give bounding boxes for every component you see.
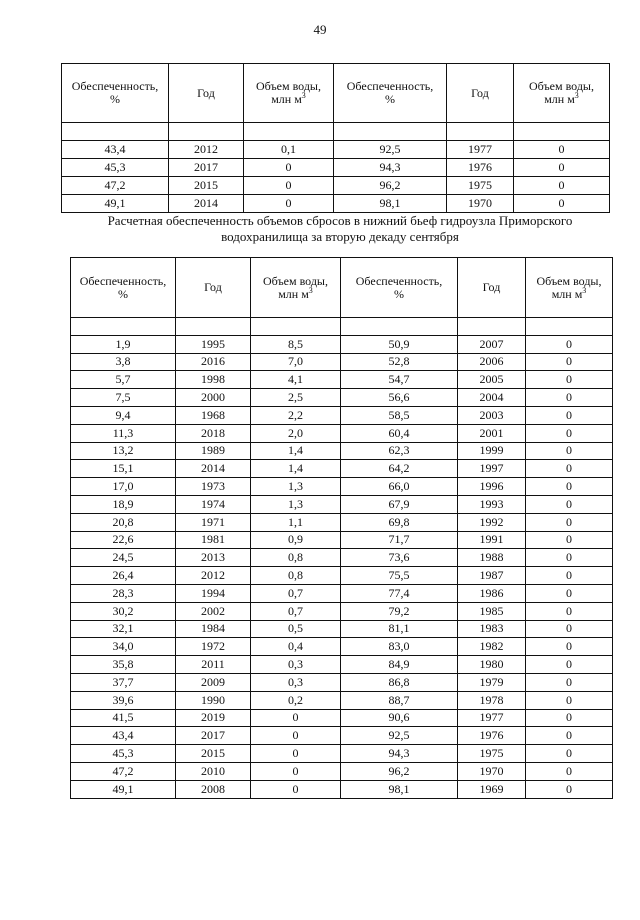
table-cell: 1994 — [176, 584, 251, 602]
table-cell: 0 — [526, 424, 613, 442]
table-cell: 92,5 — [334, 141, 447, 159]
table-cell: 0,4 — [251, 638, 341, 656]
table-cell: 0 — [514, 141, 610, 159]
table-cell: 1971 — [176, 513, 251, 531]
table-cell: 0 — [244, 159, 334, 177]
table-cell: 0 — [526, 584, 613, 602]
table-cell: 41,5 — [71, 709, 176, 727]
table-cell: 84,9 — [341, 656, 458, 674]
table-cell: 60,4 — [341, 424, 458, 442]
table-cell: 69,8 — [341, 513, 458, 531]
col-header-probability: Обеспеченность, % — [71, 258, 176, 318]
col-header-year: Год — [176, 258, 251, 318]
table-cell: 2008 — [176, 780, 251, 798]
table-cell: 2006 — [458, 353, 526, 371]
page-number: 49 — [313, 22, 327, 37]
table-cell: 0 — [526, 638, 613, 656]
table-cell: 1,3 — [251, 495, 341, 513]
table-cell: 26,4 — [71, 567, 176, 585]
header-separator — [62, 123, 610, 141]
table-cell: 5,7 — [71, 371, 176, 389]
header-separator — [71, 318, 613, 336]
table-cell: 49,1 — [71, 780, 176, 798]
table-cell: 1972 — [176, 638, 251, 656]
table-row — [62, 141, 610, 159]
table-cell: 24,5 — [71, 549, 176, 567]
table-row — [71, 567, 613, 585]
table-cell: 1982 — [458, 638, 526, 656]
table-cell: 0 — [526, 353, 613, 371]
table-cell: 37,7 — [71, 673, 176, 691]
table-cell: 73,6 — [341, 549, 458, 567]
table-cell: 0 — [251, 780, 341, 798]
table-cell: 0,9 — [251, 531, 341, 549]
table-cell: 0 — [526, 780, 613, 798]
table-row — [71, 371, 613, 389]
table-row — [71, 638, 613, 656]
table-cell: 35,8 — [71, 656, 176, 674]
table-cell: 2,2 — [251, 406, 341, 424]
table-cell: 1993 — [458, 495, 526, 513]
table-cell: 2013 — [176, 549, 251, 567]
table-cell: 1992 — [458, 513, 526, 531]
table-cell: 1977 — [447, 141, 514, 159]
table-cell: 0,1 — [244, 141, 334, 159]
table-cell: 30,2 — [71, 602, 176, 620]
table-cell: 1983 — [458, 620, 526, 638]
table-cell: 1,9 — [71, 335, 176, 353]
table-cell: 1970 — [447, 195, 514, 213]
table-cell: 0 — [526, 602, 613, 620]
table-cell: 45,3 — [71, 745, 176, 763]
table-row — [71, 478, 613, 496]
table-cell: 1997 — [458, 460, 526, 478]
table-row — [71, 549, 613, 567]
table-cell: 0,3 — [251, 673, 341, 691]
table-cell: 0 — [251, 709, 341, 727]
table-cell: 2017 — [169, 159, 244, 177]
table-row — [71, 584, 613, 602]
table-cell: 43,4 — [62, 141, 169, 159]
table-row — [71, 353, 613, 371]
table-cell: 1985 — [458, 602, 526, 620]
table-cell: 0 — [526, 531, 613, 549]
table-cell: 2016 — [176, 353, 251, 371]
table-cell: 2014 — [169, 195, 244, 213]
table-cell: 0,8 — [251, 567, 341, 585]
table-cell: 1974 — [176, 495, 251, 513]
table-cell: 0 — [526, 460, 613, 478]
table-cell: 0,7 — [251, 584, 341, 602]
table-row — [71, 727, 613, 745]
table-row — [71, 442, 613, 460]
table-cell: 1969 — [458, 780, 526, 798]
table-row — [71, 495, 613, 513]
table-cell: 0 — [526, 389, 613, 407]
table-cell: 45,3 — [62, 159, 169, 177]
table-cell: 79,2 — [341, 602, 458, 620]
table-row — [71, 762, 613, 780]
table-cell: 50,9 — [341, 335, 458, 353]
table-cell: 1975 — [458, 745, 526, 763]
table-cell: 1990 — [176, 691, 251, 709]
table-cell: 47,2 — [62, 177, 169, 195]
table-cell: 0 — [526, 406, 613, 424]
table-cell: 0 — [526, 656, 613, 674]
table-cell: 0 — [526, 513, 613, 531]
col-header-volume: Объем воды, млн $м^3$ — [526, 258, 613, 318]
table-cell: 75,5 — [341, 567, 458, 585]
table-cell: 2015 — [169, 177, 244, 195]
table-cell: 2018 — [176, 424, 251, 442]
table-cell: 66,0 — [341, 478, 458, 496]
table-row — [62, 159, 610, 177]
table-cell: 0,8 — [251, 549, 341, 567]
table-cell: 2003 — [458, 406, 526, 424]
table-september-second-decade — [70, 257, 613, 799]
table-cell: 1973 — [176, 478, 251, 496]
table-cell: 0 — [526, 727, 613, 745]
table-cell: 2005 — [458, 371, 526, 389]
table-cell: 0 — [526, 709, 613, 727]
table-cell: 15,1 — [71, 460, 176, 478]
table-cell: 18,9 — [71, 495, 176, 513]
table-cell: 2011 — [176, 656, 251, 674]
table-cell: 0,3 — [251, 656, 341, 674]
table-cell: 0 — [526, 567, 613, 585]
table-cell: 0 — [251, 762, 341, 780]
table-cell: 1978 — [458, 691, 526, 709]
table-cell: 13,2 — [71, 442, 176, 460]
table-cell: 1981 — [176, 531, 251, 549]
table-cell: 43,4 — [71, 727, 176, 745]
table-row — [71, 780, 613, 798]
table-cell: 7,0 — [251, 353, 341, 371]
table-header-row — [71, 258, 613, 318]
table-cell: 2019 — [176, 709, 251, 727]
table-cell: 1976 — [447, 159, 514, 177]
table-cell: 2,5 — [251, 389, 341, 407]
table-cell: 0,7 — [251, 602, 341, 620]
table-cell: 2002 — [176, 602, 251, 620]
table-cell: 0 — [514, 159, 610, 177]
table-cell: 1996 — [458, 478, 526, 496]
table-cell: 1,4 — [251, 460, 341, 478]
table-row — [71, 691, 613, 709]
table-cell: 0,2 — [251, 691, 341, 709]
table-cell: 96,2 — [341, 762, 458, 780]
col-header-volume: Объем воды, млн $м^3$ — [251, 258, 341, 318]
table-cell: 0 — [526, 549, 613, 567]
table-cell: 47,2 — [71, 762, 176, 780]
table-cell: 86,8 — [341, 673, 458, 691]
table-cell: 2017 — [176, 727, 251, 745]
table-cell: 0 — [526, 495, 613, 513]
table-cell: 2001 — [458, 424, 526, 442]
table-cell: 11,3 — [71, 424, 176, 442]
table-cell: 1968 — [176, 406, 251, 424]
table-cell: 49,1 — [62, 195, 169, 213]
table-row — [71, 389, 613, 407]
table-cell: 0 — [526, 442, 613, 460]
table-cell: 7,5 — [71, 389, 176, 407]
col-header-probability: Обеспеченность, % — [62, 64, 169, 123]
table-header-row — [62, 64, 610, 123]
table-cell: 92,5 — [341, 727, 458, 745]
col-header-year: Год — [458, 258, 526, 318]
table-cell: 52,8 — [341, 353, 458, 371]
col-header-probability: Обеспеченность, % — [341, 258, 458, 318]
table-cell: 1987 — [458, 567, 526, 585]
table-cell: 8,5 — [251, 335, 341, 353]
table-cell: 67,9 — [341, 495, 458, 513]
table-cell: 0 — [514, 195, 610, 213]
table-cell: 0 — [526, 673, 613, 691]
table-row — [71, 424, 613, 442]
table-cell: 1975 — [447, 177, 514, 195]
col-header-year: Год — [447, 64, 514, 123]
table-cell: 0 — [526, 335, 613, 353]
table-cell: 62,3 — [341, 442, 458, 460]
table-cell: 94,3 — [334, 159, 447, 177]
table-cell: 71,7 — [341, 531, 458, 549]
table-row — [71, 602, 613, 620]
table-cell: 81,1 — [341, 620, 458, 638]
table-cell: 1979 — [458, 673, 526, 691]
table-cell: 2009 — [176, 673, 251, 691]
table-row — [62, 195, 610, 213]
table-cell: 17,0 — [71, 478, 176, 496]
table-cell: 94,3 — [341, 745, 458, 763]
table-cell: 0 — [244, 195, 334, 213]
table-cell: 58,5 — [341, 406, 458, 424]
table-cell: 1995 — [176, 335, 251, 353]
table-cell: 0 — [526, 745, 613, 763]
col-header-probability: Обеспеченность, % — [334, 64, 447, 123]
table-cell: 1977 — [458, 709, 526, 727]
table-cell: 0 — [526, 620, 613, 638]
table-cell: 34,0 — [71, 638, 176, 656]
table-cell: 1970 — [458, 762, 526, 780]
table-cell: 2004 — [458, 389, 526, 407]
table-cell: 77,4 — [341, 584, 458, 602]
table-row — [71, 460, 613, 478]
table-cell: 96,2 — [334, 177, 447, 195]
table-cell: 1,3 — [251, 478, 341, 496]
table-row — [71, 745, 613, 763]
col-header-volume: Объем воды, млн $м^3$ — [514, 64, 610, 123]
table-row — [71, 406, 613, 424]
table-cell: 98,1 — [341, 780, 458, 798]
table-row — [62, 177, 610, 195]
table-cell: 2007 — [458, 335, 526, 353]
table-continued — [61, 63, 610, 213]
table-cell: 1991 — [458, 531, 526, 549]
table-cell: 1,4 — [251, 442, 341, 460]
table-cell: 22,6 — [71, 531, 176, 549]
table-row — [71, 335, 613, 353]
table-row — [71, 513, 613, 531]
table-cell: 32,1 — [71, 620, 176, 638]
table-caption: Расчетная обеспеченность объемов сбросов в нижний бьеф гидроузла Приморского водохранилища за вторую декаду сентября — [107, 213, 573, 244]
col-header-year: Год — [169, 64, 244, 123]
table-cell: 9,4 — [71, 406, 176, 424]
table-row — [71, 709, 613, 727]
table-cell: 1,1 — [251, 513, 341, 531]
table-cell: 64,2 — [341, 460, 458, 478]
table-row — [71, 673, 613, 691]
table-cell: 0 — [514, 177, 610, 195]
table-cell: 54,7 — [341, 371, 458, 389]
table-cell: 2014 — [176, 460, 251, 478]
table-cell: 90,6 — [341, 709, 458, 727]
table-cell: 56,6 — [341, 389, 458, 407]
table-cell: 83,0 — [341, 638, 458, 656]
table-cell: 0 — [526, 762, 613, 780]
table-row — [71, 656, 613, 674]
table-cell: 0 — [251, 745, 341, 763]
table-cell: 4,1 — [251, 371, 341, 389]
table-cell: 0 — [251, 727, 341, 745]
table-cell: 39,6 — [71, 691, 176, 709]
table-cell: 2012 — [176, 567, 251, 585]
table-cell: 0 — [526, 691, 613, 709]
table-cell: 2015 — [176, 745, 251, 763]
table-cell: 1998 — [176, 371, 251, 389]
table-cell: 2000 — [176, 389, 251, 407]
table-cell: 2,0 — [251, 424, 341, 442]
table-cell: 1988 — [458, 549, 526, 567]
table-cell: 98,1 — [334, 195, 447, 213]
table-cell: 1976 — [458, 727, 526, 745]
table-cell: 1980 — [458, 656, 526, 674]
table-cell: 28,3 — [71, 584, 176, 602]
table-cell: 2012 — [169, 141, 244, 159]
table-cell: 1999 — [458, 442, 526, 460]
table-cell: 0,5 — [251, 620, 341, 638]
table-cell: 1989 — [176, 442, 251, 460]
table-cell: 0 — [526, 371, 613, 389]
table-cell: 20,8 — [71, 513, 176, 531]
col-header-volume: Объем воды, млн $м^3$ — [244, 64, 334, 123]
table-cell: 0 — [244, 177, 334, 195]
table-cell: 3,8 — [71, 353, 176, 371]
table-cell: 1986 — [458, 584, 526, 602]
table-row — [71, 620, 613, 638]
table-cell: 88,7 — [341, 691, 458, 709]
table-cell: 2010 — [176, 762, 251, 780]
table-cell: 0 — [526, 478, 613, 496]
table-cell: 1984 — [176, 620, 251, 638]
table-row — [71, 531, 613, 549]
